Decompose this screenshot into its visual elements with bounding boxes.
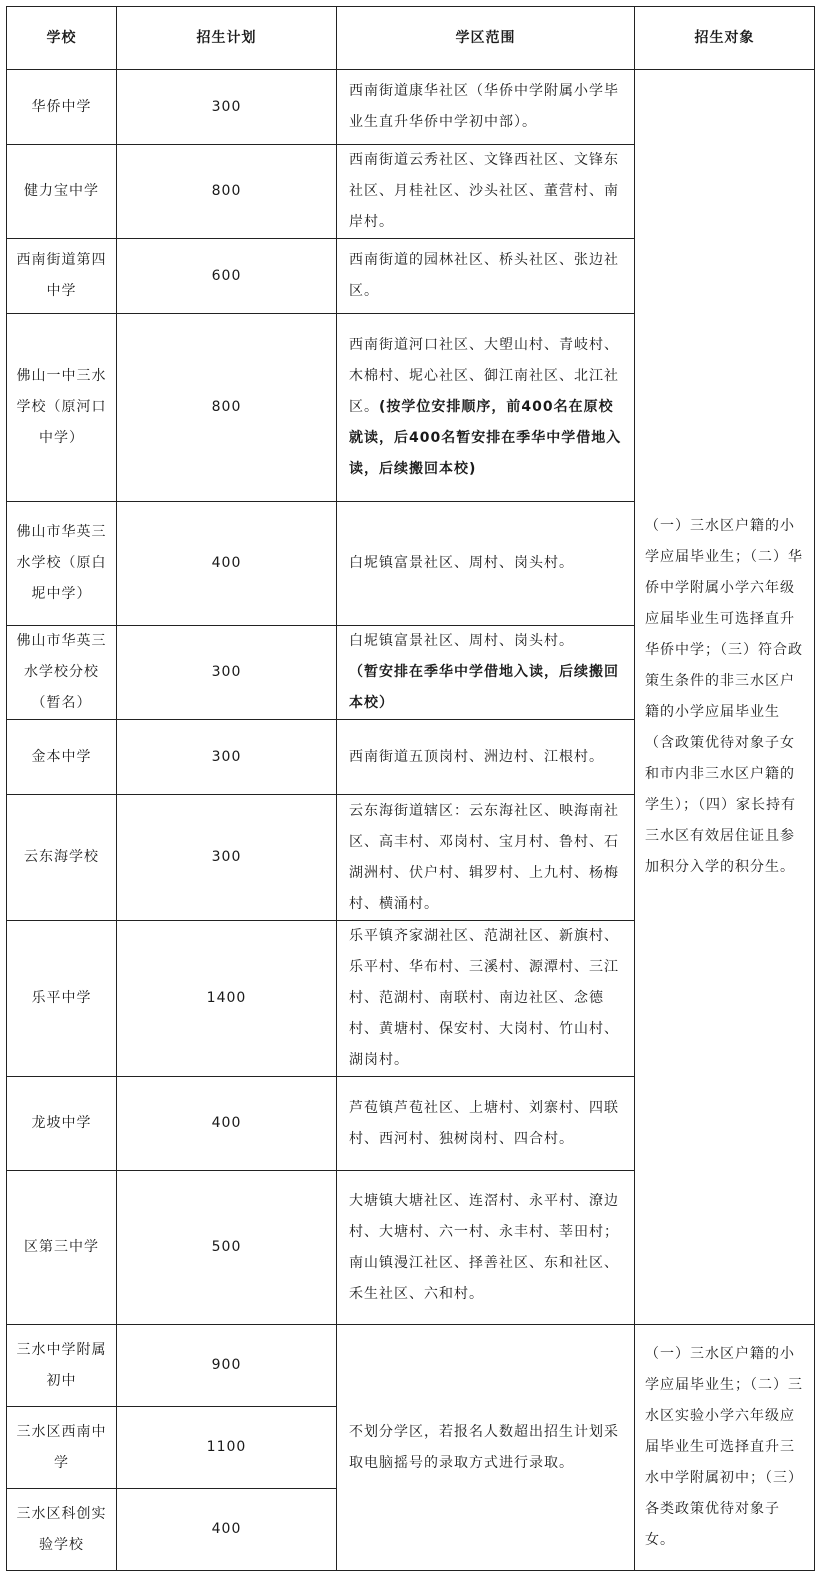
district-range: [337, 626, 635, 720]
enrollment-plan: 1100: [117, 1407, 337, 1489]
district-text: 西南街道的园林社区、桥头社区、张边社区。: [349, 252, 619, 299]
school-name: 佛山市华英三水学校分校（暂名）: [7, 626, 117, 720]
enrollment-plan: 800: [117, 314, 337, 502]
header-area: 学区范围: [337, 7, 635, 70]
district-text: 西南街道河口社区、大塱山村、青岐村、木棉村、坭心社区、御江南社区、北江社区。: [349, 337, 619, 415]
district-text: 白坭镇富景社区、周村、岗头村。: [349, 555, 574, 571]
header-target: 招生对象: [635, 7, 815, 70]
enrollment-plan: 900: [117, 1325, 337, 1407]
school-name: 龙坡中学: [7, 1077, 117, 1171]
district-text: 乐平镇齐家湖社区、范湖社区、新旗村、乐平村、华布村、三溪村、源潭村、三江村、范湖村、南联村、南边社区、念德村、黄塘村、保安村、大岗村、竹山村、湖岗村。: [349, 928, 619, 1068]
district-range: [337, 145, 635, 239]
enrollment-table: [6, 6, 815, 1571]
district-range: [337, 70, 635, 145]
district-text: 西南街道五顶岗村、洲边村、江根村。: [349, 748, 604, 765]
enrollment-plan: 400: [117, 502, 337, 626]
enrollment-plan: 300: [117, 720, 337, 795]
enrollment-plan: 400: [117, 1489, 337, 1571]
school-name: 西南街道第四中学: [7, 239, 117, 314]
enrollment-plan: 300: [117, 70, 337, 145]
enrollment-plan: 400: [117, 1077, 337, 1171]
school-name: 三水区西南中学: [7, 1407, 117, 1489]
header-plan: 招生计划: [117, 7, 337, 70]
enrollment-target-group-1: （一）三水区户籍的小学应届毕业生；（二）华侨中学附属小学六年级应届毕业生可选择直升华侨中学；（三）符合政策生条件的非三水区户籍的小学应届毕业生（含政策优待对象子女和市内非三水区户籍的学生）；（四）家长持有三水区有效居住证且参加积分入学的积分生。: [635, 70, 815, 1325]
district-range: [337, 239, 635, 314]
district-text: 云东海街道辖区：云东海社区、映海南社区、高丰村、邓岗村、宝月村、鲁村、石湖洲村、伏户村、辑罗村、上九村、杨梅村、横涌村。: [349, 802, 619, 912]
district-range: [337, 1077, 635, 1171]
enrollment-plan: 800: [117, 145, 337, 239]
enrollment-plan: 300: [117, 795, 337, 921]
district-range: [337, 502, 635, 626]
header-row: [7, 7, 815, 70]
enrollment-plan: 500: [117, 1171, 337, 1325]
district-text: 西南街道云秀社区、文锋西社区、文锋东社区、月桂社区、沙头社区、董营村、南岸村。: [349, 152, 619, 230]
school-name: 健力宝中学: [7, 145, 117, 239]
table-row: [7, 1325, 815, 1407]
enrollment-target-group-2: （一）三水区户籍的小学应届毕业生；（二）三水区实验小学六年级应届毕业生可选择直升三水中学附属初中；（三）各类政策优待对象子女。: [635, 1325, 815, 1571]
school-name: 金本中学: [7, 720, 117, 795]
enrollment-plan: 1400: [117, 921, 337, 1077]
district-range: [337, 314, 635, 502]
school-name: 华侨中学: [7, 70, 117, 145]
district-note: (按学位安排顺序，前400名在原校就读，后400名暂安排在季华中学借地入读，后续搬回本校): [349, 399, 622, 477]
school-name: 佛山一中三水学校（原河口中学）: [7, 314, 117, 502]
header-school: 学校: [7, 7, 117, 70]
school-name: 三水区科创实验学校: [7, 1489, 117, 1571]
school-name: 三水中学附属初中: [7, 1325, 117, 1407]
school-name: 乐平中学: [7, 921, 117, 1077]
enrollment-plan: 300: [117, 626, 337, 720]
school-name: 云东海学校: [7, 795, 117, 921]
district-range-group-2: 不划分学区，若报名人数超出招生计划采取电脑摇号的录取方式进行录取。: [337, 1325, 635, 1571]
district-range: [337, 795, 635, 921]
district-note: （暂安排在季华中学借地入读，后续搬回本校）: [349, 664, 619, 711]
school-name: 佛山市华英三水学校（原白坭中学）: [7, 502, 117, 626]
school-name: 区第三中学: [7, 1171, 117, 1325]
table-row: [7, 70, 815, 145]
district-text: 大塘镇大塘社区、连滘村、永平村、潦边村、大塘村、六一村、永丰村、莘田村；南山镇漫江社区、择善社区、东和社区、禾生社区、六和村。: [349, 1192, 619, 1302]
district-range: [337, 720, 635, 795]
district-range: [337, 1171, 635, 1325]
district-range: [337, 921, 635, 1077]
enrollment-plan: 600: [117, 239, 337, 314]
district-text: 白坭镇富景社区、周村、岗头村。: [349, 633, 574, 649]
district-text: 西南街道康华社区（华侨中学附属小学毕业生直升华侨中学初中部）。: [349, 83, 619, 130]
district-text: 芦苞镇芦苞社区、上塘村、刘寨村、四联村、西河村、独树岗村、四合村。: [349, 1099, 619, 1147]
